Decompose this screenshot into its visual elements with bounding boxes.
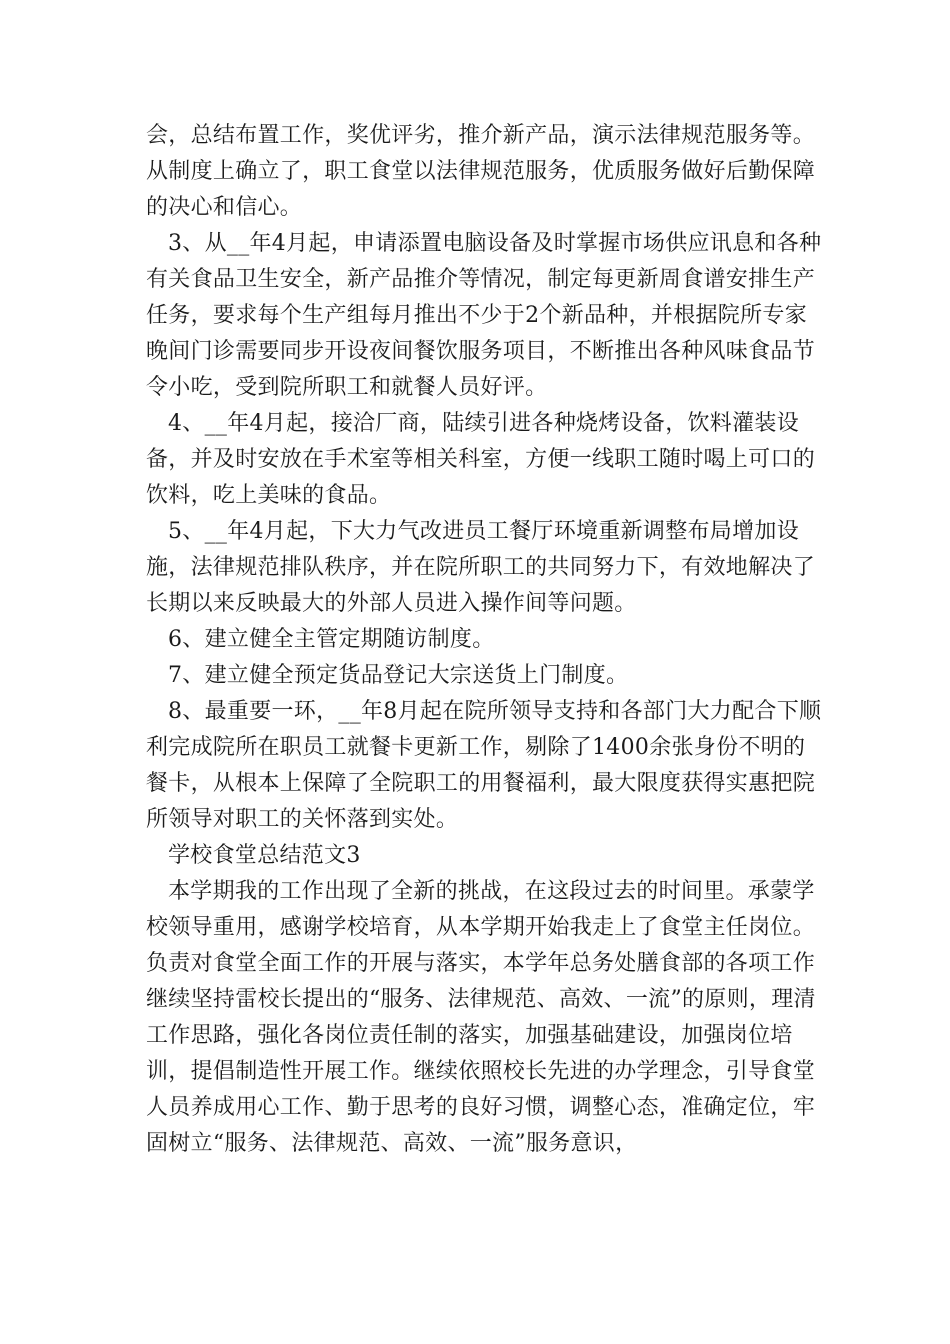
paragraph-item-6: 6、建立健全主管定期随访制度。 bbox=[168, 627, 495, 652]
paragraph-item-7: 7、建立健全预定货品登记大宗送货上门制度。 bbox=[168, 663, 629, 688]
paragraph-item-3: 3、从__年4月起，申请添置电脑设备及时掌握市场供应讯息和各种有关食品卫生安全，新产品推介等情况，制定每更新周食谱安排生产任务，要求每个生产组每月推出不少于2个新品种，并根据院所专家晚间门诊需要同步开设夜间餐饮服务项目，不断推出各种风味食品节令小吃，受到院所职工和就餐人员好评。 bbox=[146, 231, 822, 400]
paragraph-item-4: 4、__年4月起，接洽厂商，陆续引进各种烧烤设备，饮料灌装设备，并及时安放在手术室等相关科室，方便一线职工随时喝上可口的饮料，吃上美味的食品。 bbox=[146, 411, 816, 508]
paragraph-item-8: 8、最重要一环，__年8月起在院所领导支持和各部门大力配合下顺利完成院所在职员工就餐卡更新工作，剔除了1400余张身份不明的餐卡，从根本上保障了全院职工的用餐福利，最大限度获得实惠把院所领导对职工的关怀落到实处。 bbox=[146, 699, 822, 832]
paragraph-body: 本学期我的工作出现了全新的挑战，在这段过去的时间里。承蒙学校领导重用，感谢学校培育，从本学期开始我走上了食堂主任岗位。负责对食堂全面工作的开展与落实，本学年总务处膳食部的各项工作继续坚持雷校长提出的“服务、法律规范、高效、一流”的原则，理清工作思路，强化各岗位责任制的落实，加强基础建设，加强岗位培训，提倡制造性开展工作。继续依照校长先进的办学理念，引导食堂人员养成用心工作、勤于思考的良好习惯，调整心态，准确定位，牢固树立“服务、法律规范、高效、一流”服务意识， bbox=[146, 879, 816, 1156]
section-heading: 学校食堂总结范文3 bbox=[168, 843, 361, 868]
paragraph-item-5: 5、__年4月起，下大力气改进员工餐厅环境重新调整布局增加设施，法律规范排队秩序，并在院所职工的共同努力下，有效地解决了长期以来反映最大的外部人员进入操作间等问题。 bbox=[146, 519, 816, 616]
paragraph-continuation: 会，总结布置工作，奖优评劣，推介新产品，演示法律规范服务等。从制度上确立了，职工食堂以法律规范服务，优质服务做好后勤保障的决心和信心。 bbox=[146, 123, 816, 220]
document-body bbox=[146, 118, 826, 1162]
